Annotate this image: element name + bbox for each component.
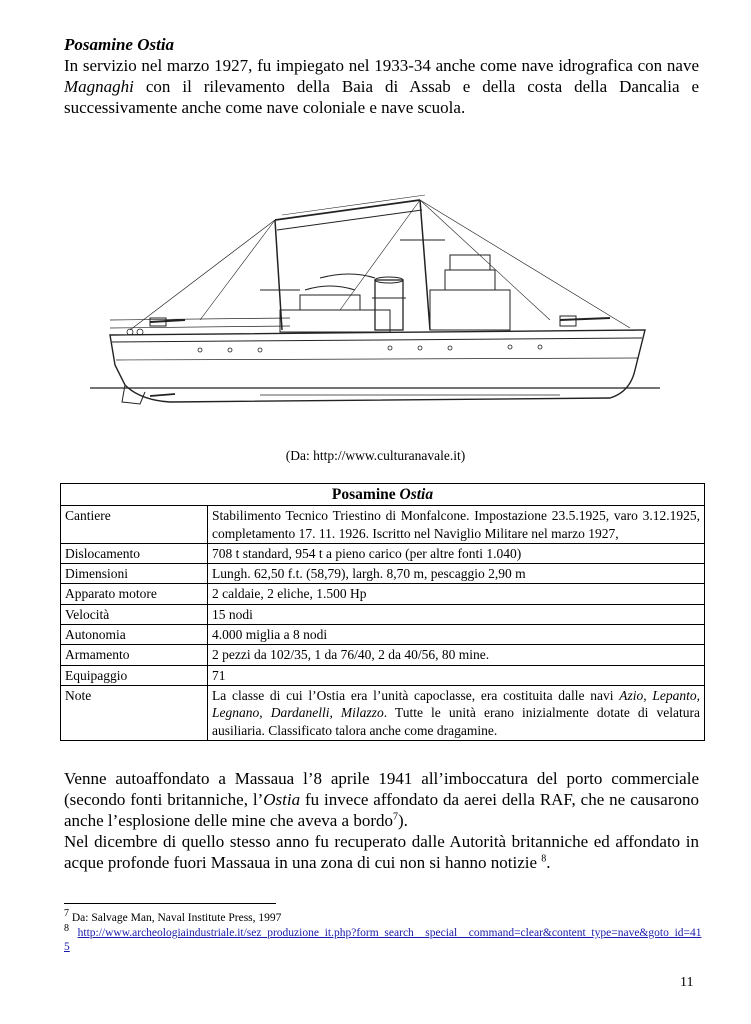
row-key: Dimensioni (61, 564, 208, 584)
table-row (61, 604, 705, 624)
note-text-1: La classe di cui l’Ostia era l’unità capoclasse, era costituita dalle navi (212, 687, 620, 703)
table-row (61, 645, 705, 665)
footnote-8 (64, 923, 704, 954)
history-text-2: Nel dicembre di quello stesso anno fu recuperato dalle Autorità britanniche ed affondato in acque profonde fuori Massaua in una zona di cui non si hanno notizie (64, 832, 699, 872)
footnote-text-7: Da: Salvage Man, Naval Institute Press, 1997 (69, 912, 282, 924)
row-key: Equipaggio (61, 665, 208, 685)
row-value: 2 caldaie, 2 eliche, 1.500 Hp (208, 584, 705, 604)
history-ship-name: Ostia (263, 790, 301, 809)
heading-prefix: Posamine (64, 35, 138, 54)
figure-caption: (Da: http://www.culturanavale.it) (285, 448, 466, 463)
table-title (61, 484, 705, 506)
row-key: Note (61, 685, 208, 740)
footnote-number-8: 8 (64, 923, 69, 935)
ship-line-drawing (90, 170, 660, 420)
table-row (61, 543, 705, 563)
history-text-1b: fu invece affondato da aerei della RAF, che ne causarono anche l’esplosione delle mine che aveva a bordo (64, 790, 700, 830)
row-key: Velocità (61, 604, 208, 624)
footnote-number-7: 7 (64, 908, 69, 920)
row-value: 4.000 miglia a 8 nodi (208, 625, 705, 645)
row-value: 71 (208, 665, 705, 685)
table-row (61, 665, 705, 685)
history-text-2c: . (546, 853, 551, 872)
history-paragraph-1 (64, 768, 699, 831)
row-key: Autonomia (61, 625, 208, 645)
specs-table (60, 483, 705, 741)
table-row-note (61, 685, 705, 740)
row-key: Dislocamento (61, 543, 208, 563)
row-value: Lungh. 62,50 f.t. (58,79), largh. 8,70 m, pescaggio 2,90 m (208, 564, 705, 584)
footnote-ref-7: 7 (393, 811, 399, 823)
intro-paragraph (64, 55, 699, 118)
row-value: Stabilimento Tecnico Triestino di Monfalcone. Impostazione 23.5.1925, varo 3.12.1925, completamento 17. 11. 1926. Iscritto nel Naviglio Militare nel marzo 1927, (208, 506, 705, 544)
table-row (61, 564, 705, 584)
row-key: Apparato motore (61, 584, 208, 604)
intro-ship-name: Magnaghi (64, 77, 134, 96)
row-value: 2 pezzi da 102/35, 1 da 76/40, 2 da 40/56, 80 mine. (208, 645, 705, 665)
footnote-link-8[interactable]: http://www.archeologiaindustriale.it/sez_produzione_it.php?form_search__special__command=clear&content_type=nave&goto_id=415 (64, 927, 702, 953)
row-value: 15 nodi (208, 604, 705, 624)
row-value (208, 685, 705, 740)
intro-text-2: con il rilevamento della Baia di Assab e della costa della Dancalia e successivamente anche come nave coloniale e nave scuola. (64, 77, 699, 117)
intro-text-1: In servizio nel marzo 1927, fu impiegato nel 1933-34 anche come nave idrografica con nave (64, 56, 699, 75)
row-key: Armamento (61, 645, 208, 665)
history-text (64, 768, 699, 873)
row-value: 708 t standard, 954 t a pieno carico (per altre fonti 1.040) (208, 543, 705, 563)
footnote-ref-8: 8 (541, 853, 547, 865)
table-row (61, 584, 705, 604)
footnote-7 (64, 908, 704, 925)
heading-ship-name: Ostia (137, 35, 175, 54)
history-text-1a: Venne autoaffondato a Massaua l’8 aprile 1941 all’imboccatura del porto commerciale (secondo fonti britanniche, l’ (64, 769, 699, 809)
page-number: 11 (680, 975, 694, 990)
table-title-ship: Ostia (399, 486, 434, 503)
table-row (61, 506, 705, 544)
table-row (61, 625, 705, 645)
history-text-1c: ). (398, 811, 408, 830)
table-title-prefix: Posamine (331, 486, 400, 503)
footnote-divider (64, 903, 276, 904)
row-key: Cantiere (61, 506, 208, 544)
section-heading (64, 35, 174, 55)
table-header-row (61, 484, 705, 506)
history-paragraph-2 (64, 831, 699, 873)
note-ship-names: Azio, Lepanto, Legnano, Dardanelli, Milazzo (212, 687, 700, 721)
note-text-2: . Tutte le unità erano inizialmente dotate di velatura ausiliaria. Classificato talora anche come dragamine. (212, 705, 700, 738)
